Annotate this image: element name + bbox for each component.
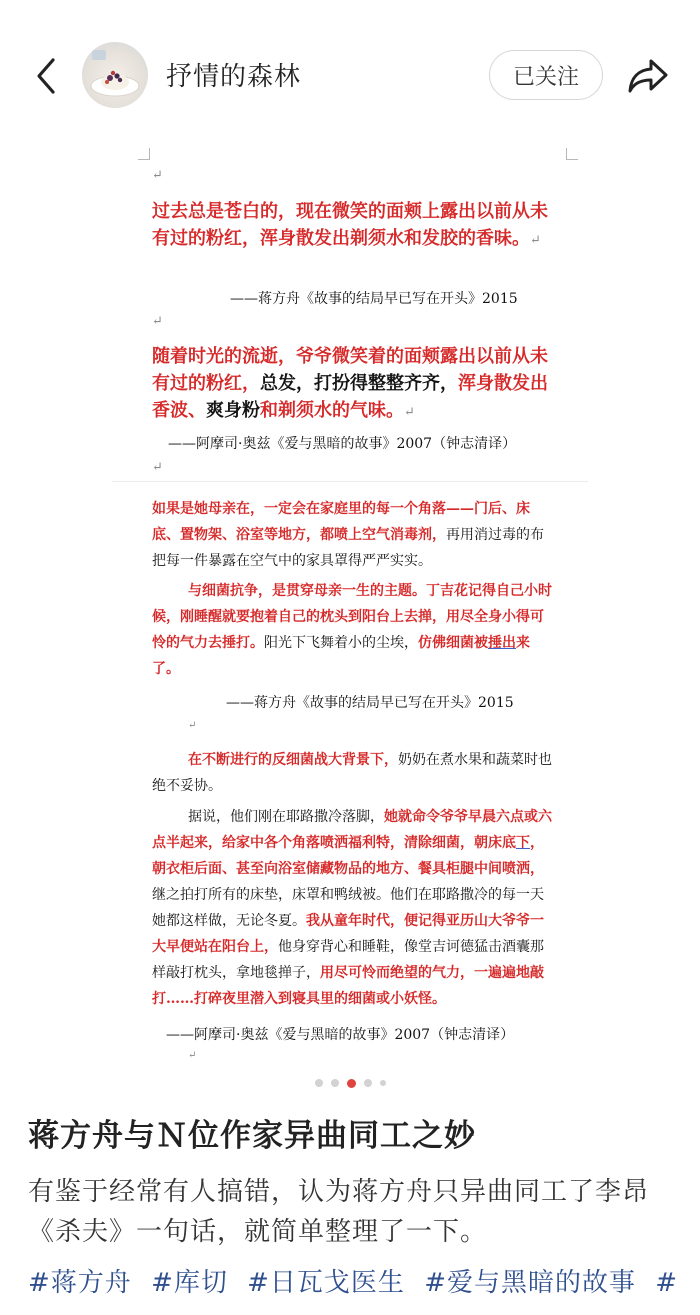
citation: ——蒋方舟《故事的结局早已写在开头》2015 (230, 291, 518, 307)
quote-text: 奶奶在煮水果和蔬菜时也绝不妥协。 (152, 752, 552, 794)
quote-text: 她就命令爷爷早晨六点或六点半起来，给家中各个角落喷洒福利特，清除细菌，朝床底 (152, 809, 552, 851)
quote-paragraph (152, 578, 552, 682)
hashtag-link[interactable]: #爱与黑暗的故事 (424, 1268, 636, 1298)
carousel-dot[interactable] (380, 1080, 386, 1086)
hashtag-row (28, 1262, 700, 1299)
quote-text: 他身穿背心和睡鞋，像堂吉诃德猛击酒囊那样敲打枕头，拿地毯掸子， (152, 939, 544, 981)
paragraph-return-icon: ↵ (152, 460, 163, 475)
top-bar (0, 0, 700, 150)
carousel-dot[interactable] (315, 1079, 323, 1087)
quote-text: 如果是她母亲在，一定会在家庭里的每一个角落——门后、床底、置物架、浴室等地方，都喷上空气消毒剂， (152, 501, 530, 543)
post-image[interactable] (0, 140, 700, 1070)
page-corner-mark (566, 148, 578, 160)
carousel-indicator (0, 1075, 700, 1091)
hashtag-link[interactable]: #库切 (151, 1268, 228, 1298)
post-body: 有鉴于经常有人搞错，认为蒋方舟只异曲同工了李昂《杀夫》一句话，就简单整理了一下。 (28, 1177, 650, 1247)
quote-paragraph (152, 496, 552, 574)
paragraph-return-icon: ↵ (530, 233, 541, 248)
citation: ——蒋方舟《故事的结局早已写在开头》2015 (226, 695, 514, 711)
hashtag-link[interactable]: # (655, 1268, 679, 1298)
paragraph-return-icon: ↵ (188, 1050, 197, 1061)
paragraph-return-icon: ↵ (188, 720, 197, 731)
quote-text: 下 (516, 835, 530, 851)
document-page (0, 140, 700, 1070)
quote-text: 过去总是苍白的，现在微笑的面颊上露出以前从未有过的粉红，浑身散发出剃须水和发胶的香味。 (152, 201, 548, 249)
quote-text: ，朝衣柜后面、甚至向浴室储藏物品的地方、餐具柜腿中间喷洒， (152, 835, 544, 877)
quote-text: 继之拍打所有的床垫，床罩和鸭绒被。他们在耶路撒冷的每一天她都这样做，无论冬夏。 (152, 887, 544, 929)
quote-text: 浑身散发出香波、 (152, 373, 548, 421)
quote-text: 据说，他们刚在耶路撒冷落脚， (188, 809, 384, 825)
quote-text: 用尽可怜而绝望的气力，一遍遍地敲打……打碎夜里潜入到寝具里的细菌或小妖怪。 (152, 965, 544, 1007)
quote-paragraph (152, 343, 557, 426)
quote-text: 来了。 (152, 635, 530, 677)
share-button[interactable] (622, 50, 674, 102)
quote-paragraph (152, 804, 554, 1012)
post-title: 蒋方舟与Ｎ位作家异曲同工之妙 (28, 1118, 476, 1154)
quote-text: 阳光下飞舞着小的尘埃， (264, 635, 418, 651)
paragraph-return-icon: ↵ (404, 405, 415, 420)
quote-text: 我从童年时代，便记得亚历山大爷爷一大早便站在阳台上， (152, 913, 544, 955)
quote-text: 总发，打扮得整整齐齐， (260, 373, 458, 394)
quote-text: 和剃须水的气味。 (260, 400, 404, 421)
page-corner-mark (138, 148, 150, 160)
carousel-dot[interactable] (331, 1079, 339, 1087)
quote-paragraph (152, 747, 552, 799)
quote-text: 再用消过毒的布把每一件暴露在空气中的家具罩得严严实实。 (152, 527, 544, 569)
chevron-left-icon (35, 57, 57, 95)
paragraph-return-icon: ↵ (152, 168, 163, 183)
quote-paragraph (152, 198, 557, 254)
hashtag-link[interactable]: #日瓦戈医生 (247, 1268, 405, 1298)
avatar-image (82, 42, 148, 108)
share-arrow-icon (626, 56, 670, 96)
quote-text: 与细菌抗争，是贯穿母亲一生的主题。丁吉花记得自己小时候，刚睡醒就要抱着自己的枕头到阳台上去掸，用尽全身小得可怜的气力去捶打。 (152, 583, 552, 651)
quote-text: 爽身粉 (206, 400, 260, 421)
citation: ——阿摩司·奥兹《爱与黑暗的故事》2007（钟志清译） (166, 1027, 515, 1043)
carousel-dot-active[interactable] (347, 1079, 356, 1088)
citation: ——阿摩司·奥兹《爱与黑暗的故事》2007（钟志清译） (168, 436, 517, 452)
quote-text: 随着时光的流逝，爷爷微笑着的面颊露出以前从未有过的粉红， (152, 346, 548, 394)
avatar[interactable] (82, 42, 148, 108)
hashtag-link[interactable]: #蒋方舟 (28, 1268, 132, 1298)
quote-text: 仿佛细菌被 (418, 635, 488, 651)
follow-button[interactable]: 已关注 (489, 50, 603, 100)
quote-text: 捶出 (488, 635, 516, 651)
back-button[interactable] (28, 52, 64, 100)
carousel-dot[interactable] (364, 1079, 372, 1087)
quote-text: 在不断进行的反细菌战大背景下， (188, 752, 398, 768)
author-name[interactable]: 抒情的森林 (166, 62, 302, 92)
page-divider (112, 481, 588, 482)
paragraph-return-icon: ↵ (152, 314, 163, 329)
